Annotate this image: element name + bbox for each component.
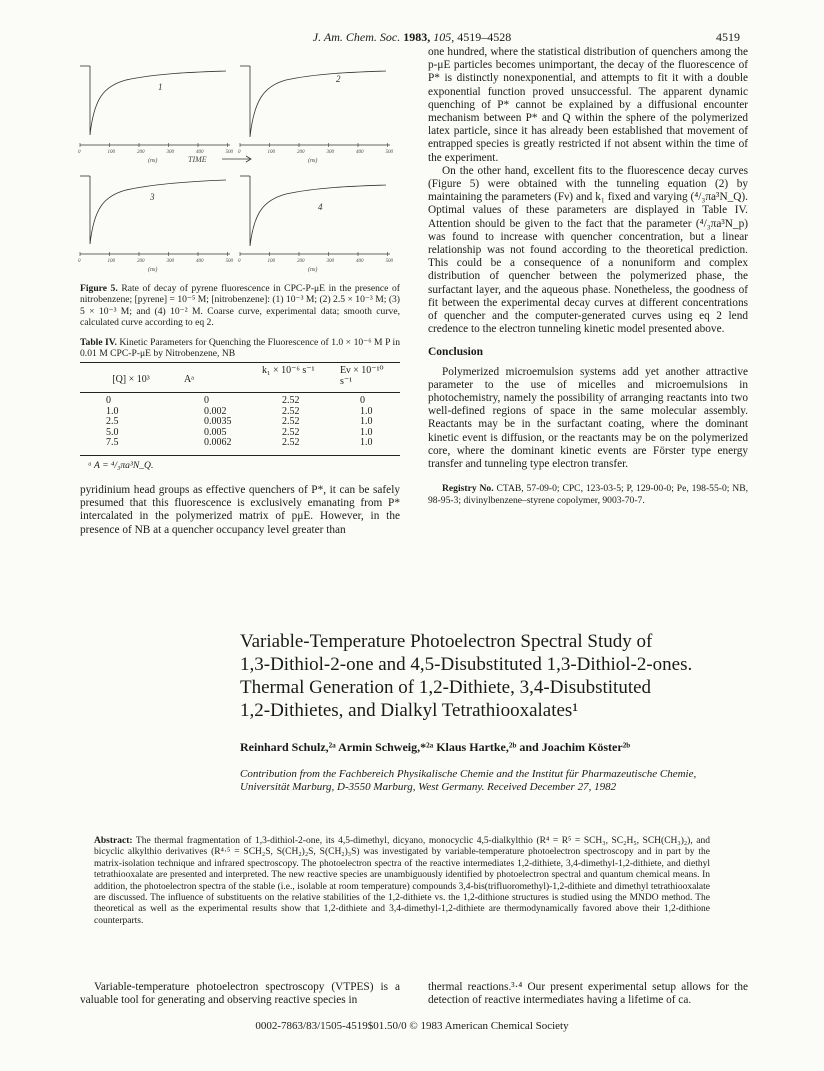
- page-number: 4519: [716, 30, 740, 44]
- table-body: [82, 396, 392, 449]
- tick-label: 200: [137, 150, 145, 155]
- panel-3-unit: (ns): [148, 267, 158, 273]
- title-line: 1,3-Dithiol-2-one and 4,5-Disubstituted 1,3-Dithiol-2-ones.: [240, 654, 693, 675]
- tick-label: 500: [225, 259, 233, 264]
- tick-label: 300: [326, 150, 334, 155]
- abstract: [94, 836, 710, 927]
- journal-year: 1983,: [403, 30, 431, 44]
- tick-label: 0: [78, 150, 81, 155]
- tick-label: 200: [297, 259, 305, 264]
- journal-volume: 105,: [433, 30, 455, 44]
- tick-label: 500: [385, 259, 393, 264]
- tick-label: 100: [267, 259, 275, 264]
- table-rule-mid: [80, 392, 400, 393]
- figure-caption: [80, 283, 400, 329]
- tick-label: 400: [356, 150, 364, 155]
- time-label: TIME: [188, 155, 207, 164]
- table-header: Eν × 10⁻¹⁰ s⁻¹: [340, 365, 384, 387]
- footer-copyright: 0002-7863/83/1505-4519$01.50/0 © 1983 American Chemical Society: [255, 1020, 569, 1032]
- title-line: 1,2-Dithietes, and Dialkyl Tetrathiooxalates¹: [240, 700, 579, 721]
- table-row: 7.5 0.0062 2.52 1.0: [106, 437, 373, 449]
- table-caption: Kinetic Parameters for Quenching the Fluorescence of 1.0 × 10⁻⁶ M P in 0.01 M CPC-P-μE by Nitrobenzene, NB: [80, 337, 400, 360]
- journal-pages: 4519–4528: [457, 30, 512, 44]
- tick-label: 300: [166, 150, 174, 155]
- table-row: 2.5 0.0035 2.52 1.0: [106, 416, 373, 428]
- table-label: Table IV.: [80, 337, 117, 348]
- registry-label: Registry No.: [442, 483, 494, 495]
- tick-label: 100: [107, 259, 115, 264]
- caption-text: Rate of decay of pyrene fluorescence in CPC-P-μE in the presence of nitrobenzene; [pyrene] = 10⁻⁵ M; [nitrobenzene]: (1) 10⁻³ M; (2) 2.5 × 10⁻³ M; (3) 5 × 10⁻³ M; and (4) 10⁻² M. Coarse curve, experimental data; smooth curve, calculated curve according to eq 2.: [80, 283, 400, 329]
- table-title: [80, 337, 400, 360]
- panel-1-unit: (ns): [148, 158, 158, 164]
- table-iv: [82, 366, 392, 387]
- registry-text: CTAB, 57-09-0; CPC, 123-03-5; P, 129-00-0; Pe, 198-55-0; NB, 98-95-3; divinylbenzene–styrene copolymer, 9003-70-7.: [428, 483, 749, 506]
- abstract-text: The thermal fragmentation of 1,3-dithiol-2-one, its 4,5-dimethyl, dicyano, monocyclic 4,5-dialkylthio (R⁴ = R⁵ = SCH₃, SC₂H₅, SCH(CH₃)₂), and bicyclic alkylthio derivatives (R⁴·⁵ = SCH₂S, S(CH₂)₂S, S(CH₂)₃S) was investigated by variable-temperature photoelectron spectroscopy and in part by the matrix-isolation technique and infrared spectroscopy. The photoelectron spectra of the reactive intermediates 1,2-dithiete, 3,4-dimethyl-1,2-dithiete, and diethyl tetrathiooxalate are presented and interpreted. The new reactive species are unambiguously identified by photoelectron spectral and quantum chemical means. In addition, the photoelectron spectra of the stable (i.e., isolable at room temperature) compounds 3,4-bis(trifluoromethyl)-1,2-dithiete and dimethyl tetrathiooxalate are discussed. The influence of substituents on the relative stabilities of the 1,2-dithiete vs. the 1,2-dithione structures is studied using the MNDO method. The theoretical as well as the experimental results show that 1,2-dithiete and 3,4-dimethyl-1,2-dithiete are thermodynamically favored above their 1,2-dithione counterparts.: [94, 836, 710, 926]
- table-rule-bottom: [80, 455, 400, 456]
- body-left-column: [80, 981, 400, 1007]
- left-column-text: [80, 484, 400, 537]
- tick-label: 400: [196, 150, 204, 155]
- tick-label: 100: [267, 150, 275, 155]
- tick-label: 300: [166, 259, 174, 264]
- panel-3-curve: [90, 176, 226, 244]
- tick-label: 500: [225, 150, 233, 155]
- table-rule-top: [80, 362, 400, 363]
- abstract-label: Abstract:: [94, 836, 133, 846]
- article-title: [240, 630, 760, 722]
- figure-5: [78, 50, 400, 280]
- paragraph: thermal reactions.³·⁴ Our present experimental setup allows for the detection of reactive intermediates having a lifetime of ca.: [428, 981, 748, 1007]
- paragraph: Polymerized microemulsion systems add yet another attractive parameter to the use of micelles and microemulsions in photochemistry, namely the possibility of arranging reactants into two well-defined regions of space in the same molecular assembly. Reactants may be in the surfactant coating, where the dominant kinetic event is diffusion, or the reactants may be on the polymerized core, where the dominant kinetic events are Förster type energy transfer and tunneling type electron transfer.: [428, 365, 748, 471]
- paragraph: Variable-temperature photoelectron spectroscopy (VTPES) is a valuable tool for generating and observing reactive species in: [80, 981, 400, 1007]
- paragraph: pyridinium head groups as effective quenchers of P*, it can be safely presumed that this fluorescence is exclusively emanating from P* intercalated in the polymerized matrix of pμE. However, in the presence of NB at a quencher occupancy level greater than: [80, 484, 400, 536]
- paragraph: On the other hand, excellent fits to the fluorescence decay curves (Figure 5) were obtained with the tunneling equation (2) by maintaining the parameters (Fν) and k₁ fixed and varying (⁴/₃πa³N_Q). Optimal values of these parameters are displayed in Table IV. Attention should be given to the fact that the parameter (⁴/₃πa³N_p) was found to increase with quencher concentration, but a linear relationship was not found according to the theoretical prediction. This could be a consequence of a nonuniform and complex distribution of quencher between the polymerized phase, the surfactant layer, and the aqueous phase. Nonetheless, the goodness of fit between the experimental decay curves at different concentrations of quencher and the computer-generated curves using eq 2 lend credence to the electron tunneling kinetic model presented above.: [428, 164, 748, 336]
- table-row: 1.0 0.002 2.52 1.0: [106, 405, 373, 417]
- tick-label: 0: [238, 259, 241, 264]
- body-right-column: [428, 981, 748, 1007]
- table-header: k₁ × 10⁻⁶ s⁻¹: [262, 365, 315, 376]
- tick-label: 0: [238, 150, 241, 155]
- table-header-row: [82, 366, 392, 387]
- panel-4-unit: (ns): [308, 267, 318, 273]
- authors: Reinhard Schulz,²ᵃ Armin Schweig,*²ᵃ Klaus Hartke,²ᵇ and Joachim Köster²ᵇ: [240, 740, 631, 754]
- tick-label: 400: [196, 259, 204, 264]
- panel-1-label: 1: [158, 82, 163, 92]
- table-row: 0 0 2.52 0: [106, 395, 365, 406]
- tick-label: 400: [356, 259, 364, 264]
- conclusion-heading: Conclusion: [428, 346, 483, 359]
- right-column: [428, 46, 748, 506]
- table-row: 5.0 0.005 2.52 1.0: [106, 426, 373, 438]
- title-line: Thermal Generation of 1,2-Dithiete, 3,4-Disubstituted: [240, 677, 652, 698]
- caption-label: Figure 5.: [80, 283, 118, 294]
- tick-label: 500: [385, 150, 393, 155]
- panel-2-unit: (ns): [308, 158, 318, 164]
- affiliation: Contribution from the Fachbereich Physikalische Chemie and the Institut für Pharmazeutische Chemie, Universität Marburg, D-3550 Marburg, West Germany. Received December 27, 1982: [240, 768, 697, 793]
- table-header: [Q] × 10³: [112, 374, 150, 385]
- panel-1-curve: [90, 66, 226, 135]
- table-footnote: ᵃ A = ⁴/₃πa³N_Q.: [88, 460, 154, 471]
- paragraph: one hundred, where the statistical distribution of quenchers among the p-μE particles becomes unimportant, the decay of the fluorescence of P* is distinctly nonexponential, and attempts to fit it with a double exponential function proved unsuccessful. The apparent dynamic quenching of P* cannot be explained by a diffusional encounter mechanism between P* and Q within the sphere of the polymerized latex particle, since it has already been established that movement of entrapped species is greatly restricted if not absent within the time of the experiment.: [428, 46, 748, 164]
- tick-label: 300: [326, 259, 334, 264]
- panel-4-label: 4: [318, 202, 323, 212]
- journal-name: J. Am. Chem. Soc.: [312, 30, 401, 44]
- running-header: [0, 30, 824, 45]
- tick-label: 0: [78, 259, 81, 264]
- tick-label: 100: [107, 150, 115, 155]
- title-line: Variable-Temperature Photoelectron Spectral Study of: [240, 631, 653, 652]
- tick-label: 200: [297, 150, 305, 155]
- registry-numbers: [428, 483, 748, 506]
- panel-3-label: 3: [150, 192, 155, 202]
- tick-label: 200: [137, 259, 145, 264]
- panel-2-curve: [250, 66, 386, 137]
- table-header: Aᵃ: [184, 374, 194, 385]
- panel-2-label: 2: [336, 74, 341, 84]
